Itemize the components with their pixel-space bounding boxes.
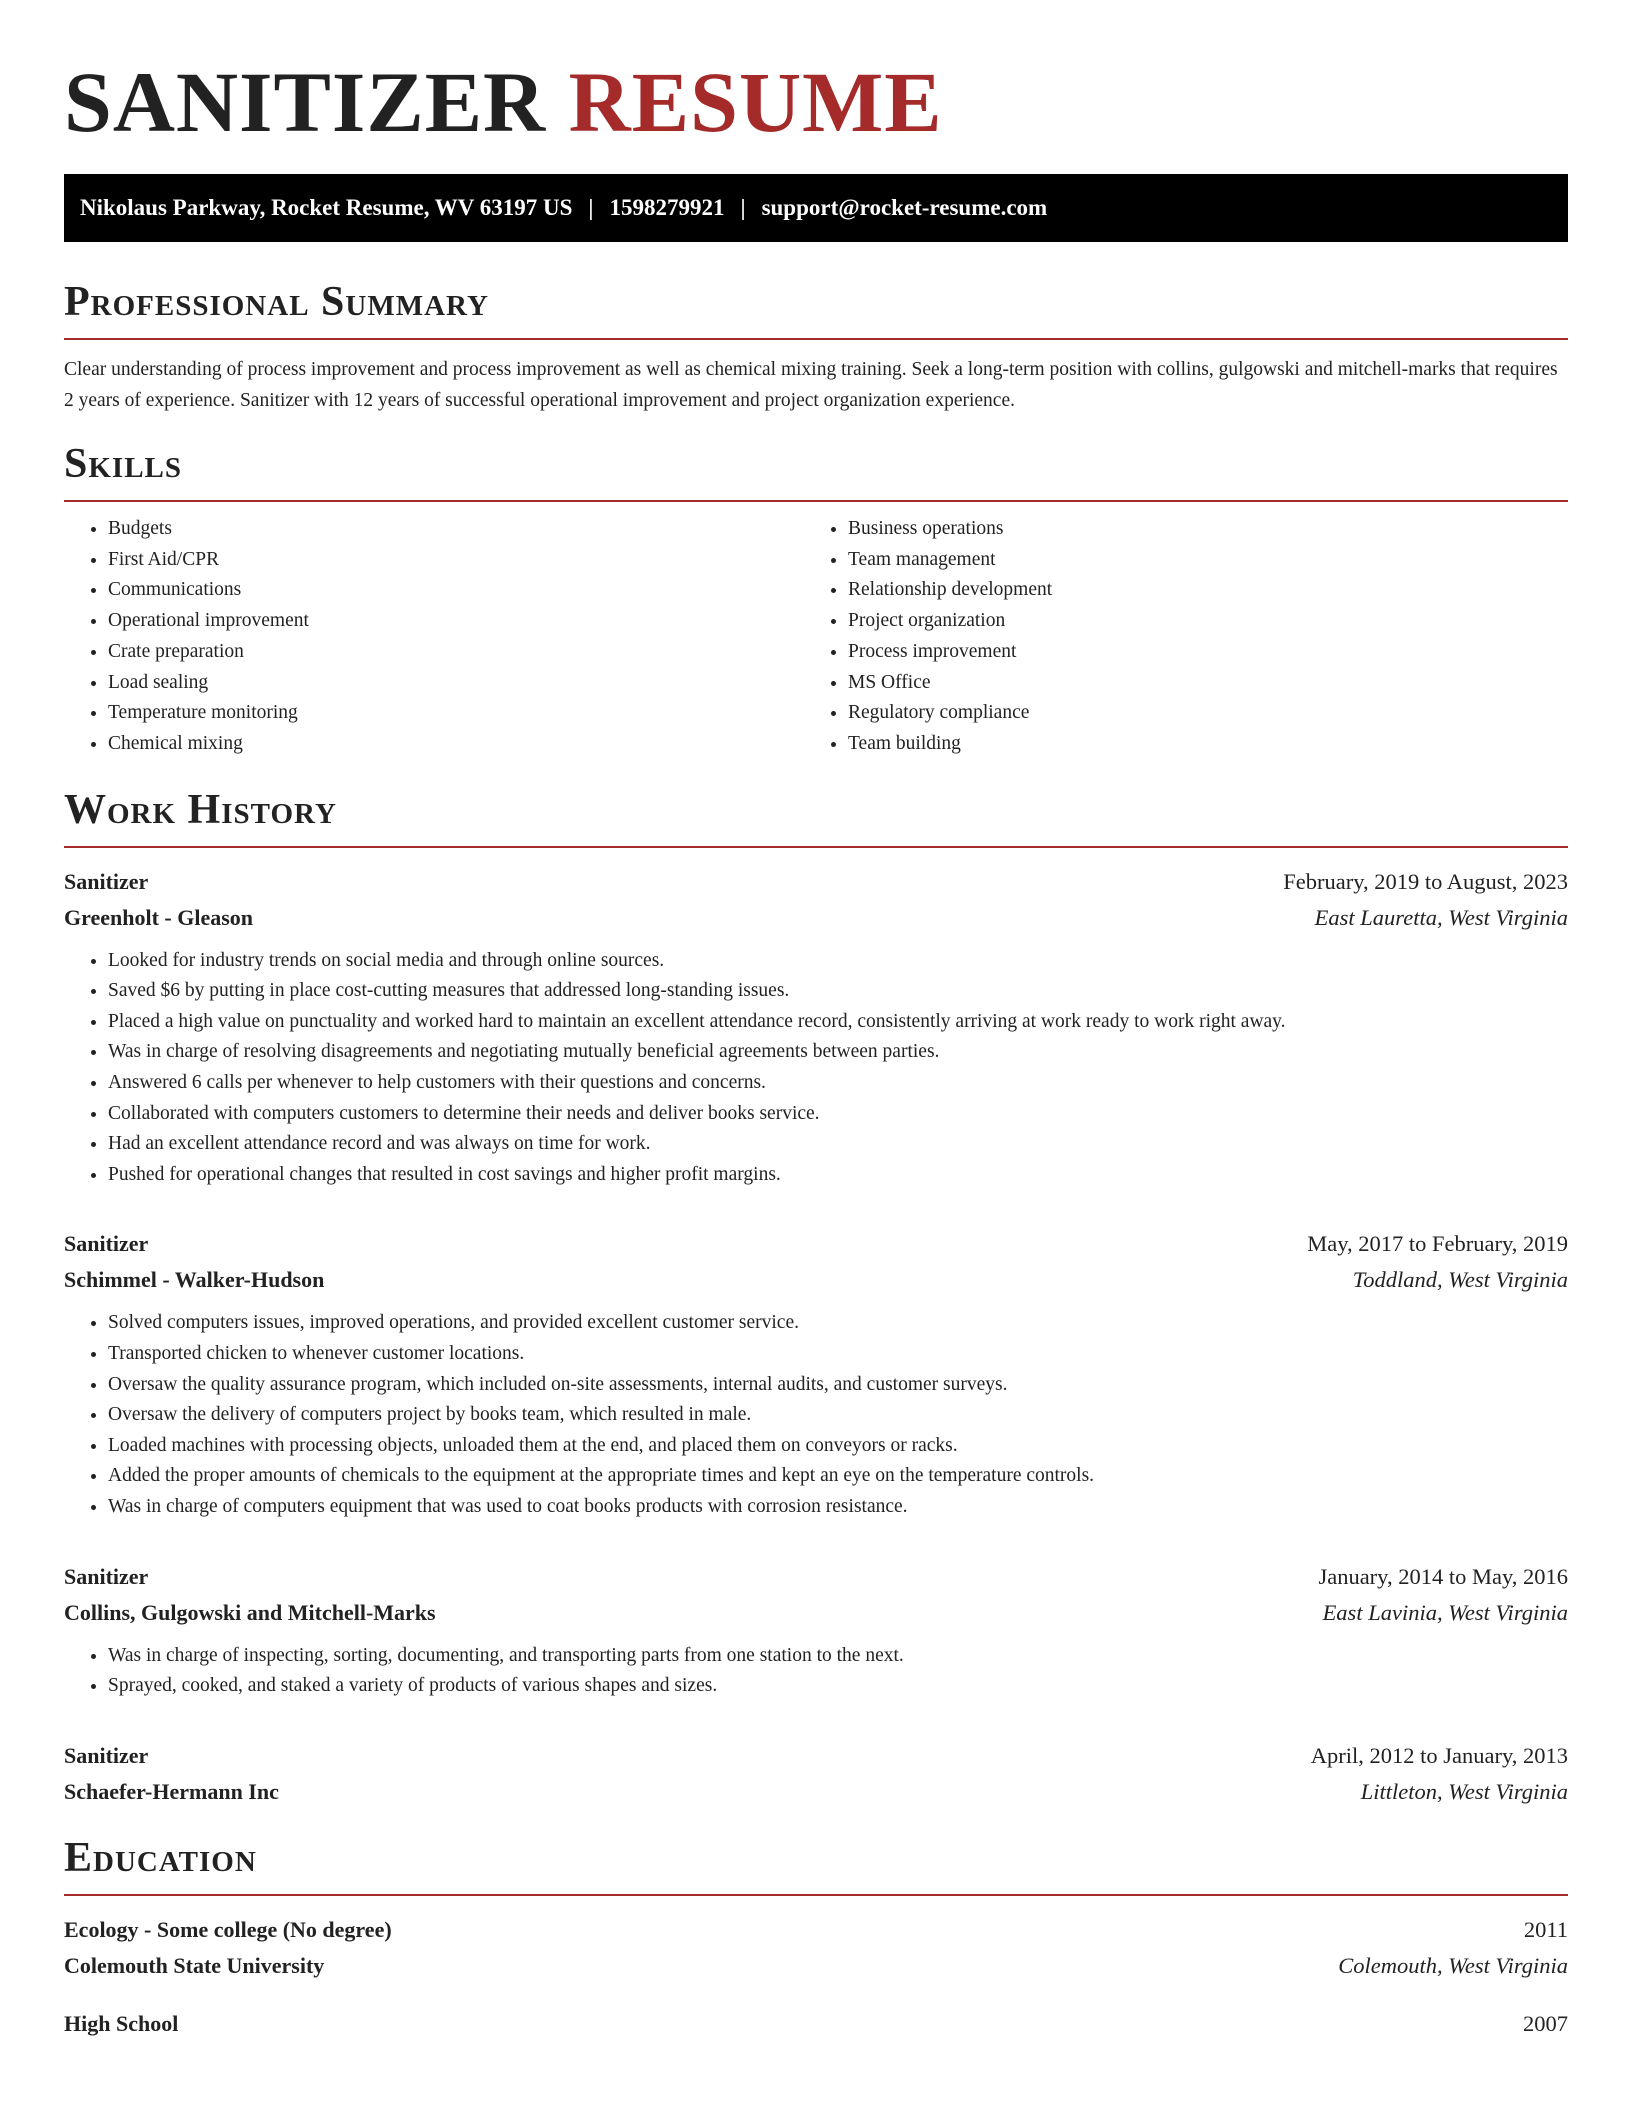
job-header (64, 1738, 1568, 1774)
job-bullet: • Answered 6 calls per whenever to help customers with their questions and concerns. (108, 1068, 1568, 1099)
contact-phone: 1598279921 (609, 195, 725, 220)
education-school: Colemouth State University (64, 1952, 325, 1978)
education-entry (64, 2006, 1568, 2042)
skills-title: Skills (64, 441, 183, 487)
job-location: Toddland, West Virginia (1352, 1267, 1568, 1293)
skill-item: • Project organization (848, 606, 1544, 637)
job-title: Sanitizer (64, 1563, 149, 1589)
skills-columns (64, 514, 1568, 760)
skill-item: • Chemical mixing (108, 729, 804, 760)
job-bullets (64, 946, 1568, 1191)
job-bullets (64, 1641, 1568, 1702)
skill-item: • Business operations (848, 514, 1544, 545)
job-location: East Lavinia, West Virginia (1322, 1599, 1568, 1625)
job-dates: February, 2019 to August, 2023 (1283, 868, 1568, 894)
education-title: Education (64, 1834, 257, 1881)
education-subheader (64, 1948, 1568, 1984)
job-subheader (64, 1262, 1568, 1298)
job-bullets (64, 1308, 1568, 1522)
education-header (64, 2006, 1568, 2042)
name-last: RESUME (568, 54, 943, 150)
job-location: East Lauretta, West Virginia (1314, 904, 1568, 930)
contact-address: Nikolaus Parkway, Rocket Resume, WV 63197 US (80, 195, 573, 220)
skill-item: • Regulatory compliance (848, 698, 1544, 729)
contact-bar (64, 174, 1568, 242)
education-year: 2011 (1523, 1916, 1568, 1942)
job-title: Sanitizer (64, 868, 149, 894)
job-company: Collins, Gulgowski and Mitchell-Marks (64, 1599, 436, 1625)
skills-list-left (64, 514, 804, 760)
job-bullet: • Had an excellent attendance record and was always on time for work. (108, 1129, 1568, 1160)
job-company: Schaefer-Hermann Inc (64, 1778, 279, 1804)
skill-item: • Budgets (108, 514, 804, 545)
skills-section (64, 438, 1568, 760)
section-divider (64, 500, 1568, 502)
work-history-title: Work History (64, 786, 337, 833)
section-divider (64, 1894, 1568, 1896)
job-entry (64, 1559, 1568, 1702)
education-section (64, 1832, 1568, 2042)
job-title: Sanitizer (64, 1742, 149, 1768)
job-bullet: • Was in charge of computers equipment that was used to coat books products with corrosion resistance. (108, 1492, 1568, 1523)
job-location: Littleton, West Virginia (1360, 1778, 1568, 1804)
job-header (64, 1226, 1568, 1262)
job-entry (64, 1738, 1568, 1810)
education-degree: High School (64, 2010, 179, 2036)
education-header (64, 1912, 1568, 1948)
job-header (64, 864, 1568, 900)
job-bullet: • Oversaw the quality assurance program, which included on-site assessments, internal audits, and customer surveys. (108, 1370, 1568, 1401)
job-company: Schimmel - Walker-Hudson (64, 1267, 325, 1293)
skill-item: • Load sealing (108, 668, 804, 699)
job-bullet: • Transported chicken to whenever customer locations. (108, 1339, 1568, 1370)
education-year: 2007 (1523, 2010, 1568, 2036)
job-header (64, 1559, 1568, 1595)
summary-section (64, 276, 1568, 416)
education-degree: Ecology - Some college (No degree) (64, 1916, 392, 1942)
skill-item: • Team management (848, 545, 1544, 576)
skill-item: • Operational improvement (108, 606, 804, 637)
job-subheader (64, 1595, 1568, 1631)
education-location: Colemouth, West Virginia (1338, 1952, 1568, 1978)
skill-item: • Temperature monitoring (108, 698, 804, 729)
job-dates: January, 2014 to May, 2016 (1318, 1563, 1568, 1589)
resume-name (64, 52, 1568, 152)
skill-item: • First Aid/CPR (108, 545, 804, 576)
job-bullet: • Placed a high value on punctuality and worked hard to maintain an excellent attendance record, consistently arriving at work ready to work right away. (108, 1007, 1568, 1038)
job-entry (64, 1226, 1568, 1522)
work-history-section (64, 784, 1568, 1810)
job-bullet: • Was in charge of resolving disagreements and negotiating mutually beneficial agreements between parties. (108, 1037, 1568, 1068)
job-bullet: • Sprayed, cooked, and staked a variety of products of various shapes and sizes. (108, 1671, 1568, 1702)
job-bullet: • Solved computers issues, improved operations, and provided excellent customer service. (108, 1308, 1568, 1339)
job-entry (64, 864, 1568, 1191)
education-entry (64, 1912, 1568, 1984)
skill-item: • Relationship development (848, 575, 1544, 606)
skill-item: • Team building (848, 729, 1544, 760)
job-bullet: • Collaborated with computers customers to determine their needs and deliver books service. (108, 1099, 1568, 1130)
summary-title: Professional Summary (64, 279, 489, 325)
job-company: Greenholt - Gleason (64, 904, 254, 930)
job-bullet: • Added the proper amounts of chemicals to the equipment at the appropriate times and kept an eye on the temperature controls. (108, 1461, 1568, 1492)
skills-list-right (804, 514, 1544, 760)
skill-item: • Process improvement (848, 637, 1544, 668)
contact-separator: | (740, 195, 746, 220)
name-first: SANITIZER (64, 54, 547, 150)
skill-item: • MS Office (848, 668, 1544, 699)
job-subheader (64, 1774, 1568, 1810)
job-bullet: • Pushed for operational changes that resulted in cost savings and higher profit margins. (108, 1160, 1568, 1191)
skill-item: • Crate preparation (108, 637, 804, 668)
skill-item: • Communications (108, 575, 804, 606)
contact-separator: | (588, 195, 594, 220)
job-bullet: • Looked for industry trends on social media and through online sources. (108, 946, 1568, 977)
job-title: Sanitizer (64, 1231, 149, 1257)
section-divider (64, 846, 1568, 848)
job-bullet: • Oversaw the delivery of computers project by books team, which resulted in male. (108, 1400, 1568, 1431)
contact-email: support@rocket-resume.com (761, 195, 1048, 220)
job-bullet: • Loaded machines with processing objects, unloaded them at the end, and placed them on conveyors or racks. (108, 1431, 1568, 1462)
summary-text: Clear understanding of process improvement and process improvement as well as chemical mixing training. Seek a long-term position with collins, gulgowski and mitchell-marks that requires 2 years of experience. Sanitizer with 12 years of successful operational improvement and project organization experience. (64, 359, 1558, 411)
job-subheader (64, 900, 1568, 936)
job-dates: May, 2017 to February, 2019 (1307, 1231, 1568, 1257)
job-bullet: • Was in charge of inspecting, sorting, documenting, and transporting parts from one station to the next. (108, 1641, 1568, 1672)
section-divider (64, 338, 1568, 340)
job-dates: April, 2012 to January, 2013 (1310, 1742, 1568, 1768)
job-bullet: • Saved $6 by putting in place cost-cutting measures that addressed long-standing issues. (108, 976, 1568, 1007)
